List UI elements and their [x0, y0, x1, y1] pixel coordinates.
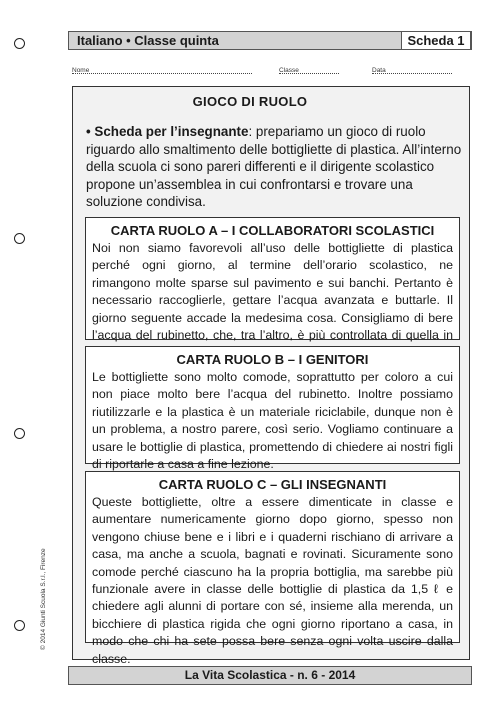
date-label: Data [372, 67, 386, 74]
role-card-a [85, 217, 460, 343]
footer-bar: La Vita Scolastica - n. 6 - 2014 [68, 666, 472, 685]
role-card-title: CARTA RUOLO A – I COLLABORATORI SCOLASTICI [110, 223, 435, 238]
binder-hole [14, 428, 25, 439]
name-field[interactable] [72, 67, 252, 74]
intro-text: : prepariamo un gioco di ruolo riguardo allo smaltimento delle bottigliette di plastica. All’interno della scuola ci sono pareri differenti e il dirigente scolastico propone un’assemblea in cui confrontarsi e trovare una soluzione condivisa. [86, 124, 462, 209]
name-label: Nome [72, 67, 90, 74]
class-label: Classe [279, 67, 299, 74]
intro-heading: • Scheda per l’insegnante [86, 124, 249, 139]
sheet-label: Scheda 1 [401, 31, 471, 50]
role-card-title: CARTA RUOLO C – GLI INSEGNANTI [158, 477, 387, 492]
binder-hole [14, 620, 25, 631]
copyright-notice: © 2014 Giunti Scuola S.r.l., Firenze [40, 548, 47, 650]
subject-label: Italiano • Classe quinta [77, 33, 219, 48]
class-field[interactable] [279, 67, 339, 74]
role-card-text: Noi non siamo favorevoli all’uso delle bottigliette di plastica perché ogni giorno, al termine dell’orario scolastico, ne rimangono molte sparse sul pavimento e sui banchi. Pertanto è necessario raccoglierle, gettare l’acqua avanzata e buttarle. Il giorno seguente accade la medesima cosa. Consigliamo di bere l’acqua del rubinetto, che, tra l’altro, è più controllata di quella in [92, 241, 453, 343]
role-card-text: Le bottigliette sono molto comode, soprattutto per coloro a cui non piace molto bere l’acqua del rubinetto. Inoltre possiamo riutilizzarle e la plastica è un materiale riciclabile, dunque non è un problema, a nostro parere, così serio. Vogliamo continuare a usare le bottiglie di plastica, promettendo di chiedere ai nostri figli di riportarle a casa a fine lezione. [92, 370, 453, 472]
header-bar [68, 31, 472, 50]
role-card-text: Queste bottigliette, oltre a essere dimenticate in classe e aumentare numericamente giorno dopo giorno, spesso non vengono chiuse bene e i libri e i quaderni rischiano di arrivare a casa, ma anche a scuola, bagnati e rovinati. Sicuramente sono comode perché ciascuno ha la propria bottiglia, ma sarebbe più funzionale avere in classe delle bottiglie di plastica da 1,5 ℓ e chiedere agli alunni di portare con sé, insieme alla merenda, un bicchiere di plastica rigida che ogni giorno riportano a casa, in modo che chi ha sete possa bere senza ogni volta uscire dalla classe. [92, 495, 453, 666]
binder-hole [14, 233, 25, 244]
date-field[interactable] [372, 67, 452, 74]
binder-hole [14, 38, 25, 49]
teacher-intro [86, 123, 466, 211]
page-title: GIOCO DI RUOLO [192, 94, 308, 109]
role-card-c [85, 471, 460, 666]
role-card-b [85, 346, 460, 472]
role-card-title: CARTA RUOLO B – I GENITORI [176, 352, 369, 367]
